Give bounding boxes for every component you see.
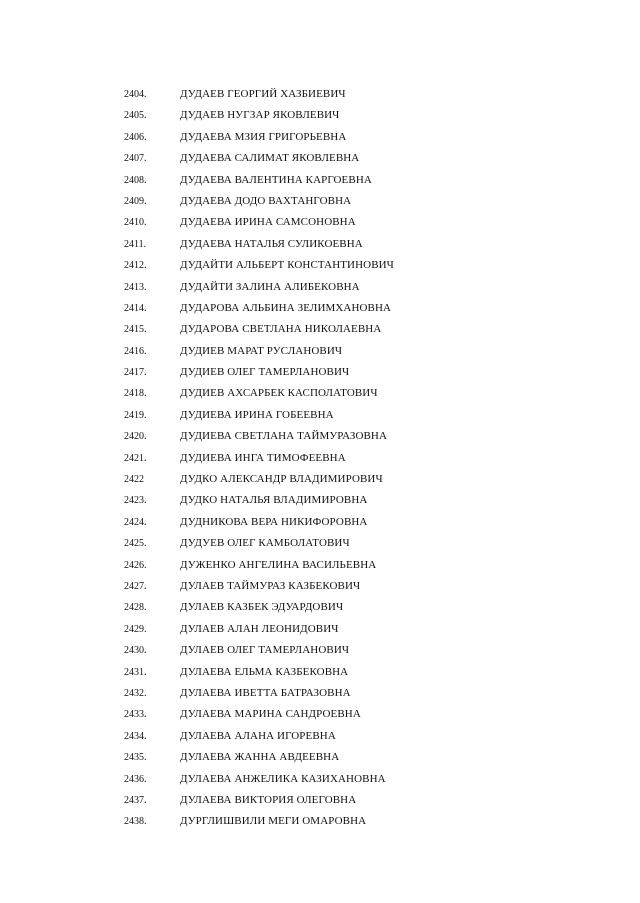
entry-number: 2421. bbox=[124, 452, 147, 464]
entry-name: ДУДАЕВА НАТАЛЬЯ СУЛИКОЕВНА bbox=[180, 237, 363, 250]
list-item bbox=[0, 811, 640, 832]
entry-number: 2429. bbox=[124, 623, 147, 635]
entry-name: ДУЛАЕВА ЕЛЬМА КАЗБЕКОВНА bbox=[180, 665, 349, 678]
entry-name: ДУДАЙТИ ЗАЛИНА АЛИБЕКОВНА bbox=[180, 280, 360, 293]
entry-name: ДУДАЕВ ГЕОРГИЙ ХАЗБИЕВИЧ bbox=[180, 88, 346, 100]
entry-name: ДУДКО АЛЕКСАНДР ВЛАДИМИРОВИЧ bbox=[180, 473, 383, 486]
list-item bbox=[0, 790, 640, 811]
list-item bbox=[0, 576, 640, 597]
entry-number: 2416. bbox=[124, 345, 147, 357]
entry-number: 2427. bbox=[124, 580, 147, 592]
entry-name: ДУДАЙТИ АЛЬБЕРТ КОНСТАНТИНОВИЧ bbox=[180, 259, 394, 272]
entry-name: ДУДИЕВА ИНГА ТИМОФЕЕВНА bbox=[180, 451, 346, 464]
entry-number: 2430. bbox=[124, 645, 147, 657]
entry-name: ДУДАЕВ НУГЗАР ЯКОВЛЕВИЧ bbox=[180, 109, 340, 122]
entry-number: 2415. bbox=[124, 324, 147, 336]
entry-name: ДУДИЕВА ИРИНА ГОБЕЕВНА bbox=[180, 408, 334, 421]
list-item bbox=[0, 512, 640, 533]
entry-name: ДУЛАЕВА АНЖЕЛИКА КАЗИХАНОВНА bbox=[180, 772, 386, 785]
entry-number: 2428. bbox=[124, 602, 147, 614]
list-item bbox=[0, 747, 640, 768]
list-item bbox=[0, 234, 640, 255]
entry-number: 2433. bbox=[124, 709, 147, 721]
entry-name: ДУДАЕВА МЗИЯ ГРИГОРЬЕВНА bbox=[180, 130, 347, 143]
entry-number: 2424. bbox=[124, 516, 147, 528]
entry-number: 2404. bbox=[124, 89, 147, 100]
entry-number: 2418. bbox=[124, 388, 147, 400]
list-item bbox=[0, 448, 640, 469]
list-item bbox=[0, 277, 640, 298]
list-item bbox=[0, 127, 640, 148]
entry-name: ДУЛАЕВА ЖАННА АВДЕЕВНА bbox=[180, 751, 340, 764]
entry-name: ДУДИЕВА СВЕТЛАНА ТАЙМУРАЗОВНА bbox=[180, 430, 388, 443]
entry-number: 2409. bbox=[124, 195, 147, 207]
entry-name: ДУЛАЕВ АЛАН ЛЕОНИДОВИЧ bbox=[180, 622, 339, 635]
list-item bbox=[0, 362, 640, 383]
entry-name: ДУРГЛИШВИЛИ МЕГИ ОМАРОВНА bbox=[180, 815, 367, 828]
list-item bbox=[0, 341, 640, 362]
entry-number: 2432. bbox=[124, 687, 147, 699]
entry-name: ДУЛАЕВА ВИКТОРИЯ ОЛЕГОВНА bbox=[180, 793, 357, 806]
entry-number: 2422 bbox=[124, 474, 144, 486]
list-item bbox=[0, 704, 640, 725]
entry-number: 2420. bbox=[124, 431, 147, 443]
entry-name: ДУДУЕВ ОЛЕГ КАМБОЛАТОВИЧ bbox=[180, 537, 350, 550]
entry-number: 2413. bbox=[124, 281, 147, 293]
entry-number: 2405. bbox=[124, 110, 147, 122]
entry-name: ДУЛАЕВ КАЗБЕК ЭДУАРДОВИЧ bbox=[180, 601, 344, 614]
entry-name: ДУЛАЕВА ИВЕТТА БАТРАЗОВНА bbox=[180, 686, 351, 699]
entry-number: 2434. bbox=[124, 730, 147, 742]
entry-number: 2437. bbox=[124, 794, 147, 806]
entry-number: 2436. bbox=[124, 773, 147, 785]
name-list bbox=[0, 84, 640, 833]
list-item bbox=[0, 769, 640, 790]
entry-number: 2438. bbox=[124, 816, 147, 828]
list-item bbox=[0, 683, 640, 704]
entry-number: 2423. bbox=[124, 495, 147, 507]
entry-number: 2412. bbox=[124, 260, 147, 272]
list-item bbox=[0, 383, 640, 404]
entry-name: ДУДКО НАТАЛЬЯ ВЛАДИМИРОВНА bbox=[180, 494, 368, 507]
list-item bbox=[0, 469, 640, 490]
entry-name: ДУДИЕВ ОЛЕГ ТАМЕРЛАНОВИЧ bbox=[180, 366, 350, 379]
entry-name: ДУЖЕНКО АНГЕЛИНА ВАСИЛЬЕВНА bbox=[180, 558, 377, 571]
list-item bbox=[0, 726, 640, 747]
list-item bbox=[0, 84, 640, 105]
list-item bbox=[0, 255, 640, 276]
list-item bbox=[0, 405, 640, 426]
entry-number: 2417. bbox=[124, 367, 147, 379]
entry-number: 2426. bbox=[124, 559, 147, 571]
list-item bbox=[0, 191, 640, 212]
entry-name: ДУЛАЕВА МАРИНА САНДРОЕВНА bbox=[180, 708, 361, 721]
entry-name: ДУЛАЕВ ТАЙМУРАЗ КАЗБЕКОВИЧ bbox=[180, 579, 361, 592]
entry-name: ДУДАЕВА ВАЛЕНТИНА КАРГОЕВНА bbox=[180, 173, 372, 186]
list-item bbox=[0, 212, 640, 233]
entry-name: ДУДАРОВА СВЕТЛАНА НИКОЛАЕВНА bbox=[180, 323, 382, 336]
entry-number: 2425. bbox=[124, 538, 147, 550]
entry-number: 2419. bbox=[124, 409, 147, 421]
entry-name: ДУДАЕВА САЛИМАТ ЯКОВЛЕВНА bbox=[180, 152, 360, 165]
entry-number: 2435. bbox=[124, 752, 147, 764]
list-item bbox=[0, 619, 640, 640]
entry-name: ДУДИЕВ АХСАРБЕК КАСПОЛАТОВИЧ bbox=[180, 387, 378, 400]
list-item bbox=[0, 555, 640, 576]
list-item bbox=[0, 148, 640, 169]
list-item bbox=[0, 170, 640, 191]
entry-number: 2410. bbox=[124, 217, 147, 229]
list-item bbox=[0, 298, 640, 319]
entry-number: 2406. bbox=[124, 131, 147, 143]
entry-name: ДУДАЕВА ДОДО ВАХТАНГОВНА bbox=[180, 194, 352, 207]
entry-number: 2414. bbox=[124, 302, 147, 314]
entry-name: ДУДАЕВА ИРИНА САМСОНОВНА bbox=[180, 216, 356, 229]
list-item bbox=[0, 105, 640, 126]
list-item bbox=[0, 597, 640, 618]
list-item bbox=[0, 426, 640, 447]
list-item bbox=[0, 319, 640, 340]
entry-name: ДУДНИКОВА ВЕРА НИКИФОРОВНА bbox=[180, 515, 368, 528]
entry-number: 2411. bbox=[124, 238, 147, 250]
list-item bbox=[0, 490, 640, 511]
list-item bbox=[0, 640, 640, 661]
entry-number: 2431. bbox=[124, 666, 147, 678]
entry-name: ДУЛАЕВ ОЛЕГ ТАМЕРЛАНОВИЧ bbox=[180, 644, 350, 657]
list-item bbox=[0, 533, 640, 554]
entry-name: ДУЛАЕВА АЛАНА ИГОРЕВНА bbox=[180, 729, 336, 742]
entry-number: 2408. bbox=[124, 174, 147, 186]
entry-name: ДУДИЕВ МАРАТ РУСЛАНОВИЧ bbox=[180, 344, 343, 357]
entry-number: 2407. bbox=[124, 153, 147, 165]
list-item bbox=[0, 662, 640, 683]
entry-name: ДУДАРОВА АЛЬБИНА ЗЕЛИМХАНОВНА bbox=[180, 301, 392, 314]
